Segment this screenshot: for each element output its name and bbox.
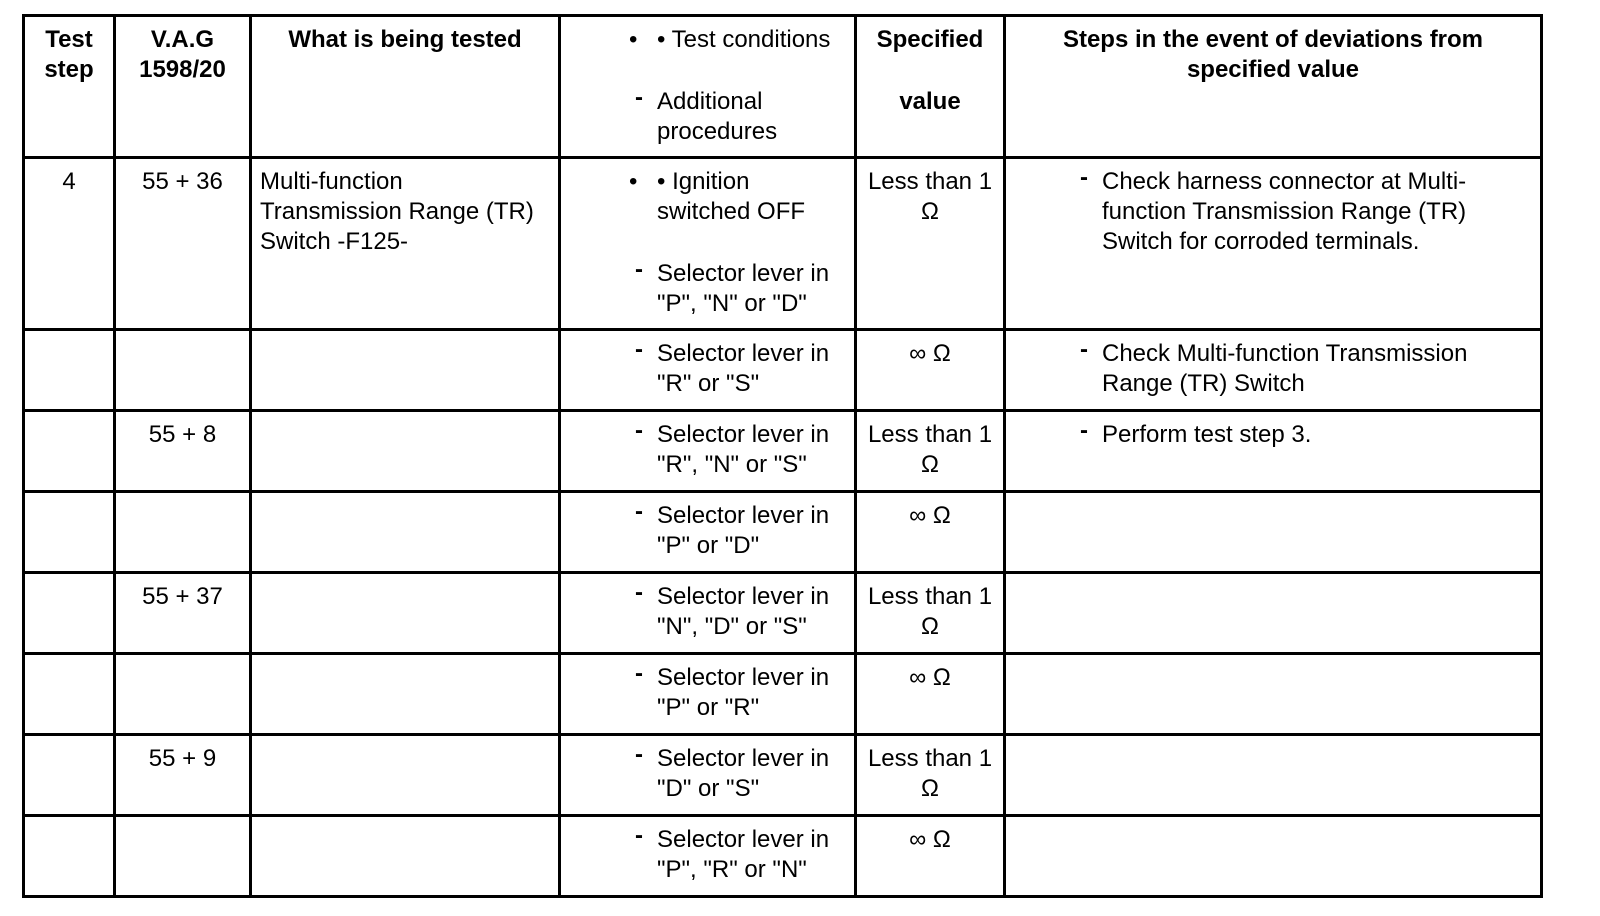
bullet-icon: • <box>629 26 638 53</box>
cond-dash: - Selector lever in "N", "D" or "S" <box>635 579 830 640</box>
dash-icon: - <box>1080 336 1088 363</box>
cell-step <box>24 411 115 492</box>
cond-bullet: • • Ignition switched OFF <box>629 168 806 225</box>
cell-vag: 55 + 8 <box>115 411 251 492</box>
cell-conditions <box>560 816 856 897</box>
cell-step <box>24 492 115 573</box>
cell-conditions <box>560 158 856 330</box>
cell-what <box>251 816 560 897</box>
dash-icon: - <box>635 741 643 768</box>
cell-spec: Less than 1 Ω <box>856 158 1005 330</box>
header-cond-dash: - Additional procedures <box>635 84 778 145</box>
test-procedure-table <box>22 14 1543 898</box>
table-row <box>24 816 1542 897</box>
cell-what <box>251 330 560 411</box>
cell-spec: ∞ Ω <box>856 816 1005 897</box>
dash-icon: - <box>635 256 643 283</box>
cell-vag <box>115 816 251 897</box>
header-specified <box>856 16 1005 158</box>
cell-dev <box>1005 735 1542 816</box>
cell-vag: 55 + 9 <box>115 735 251 816</box>
cell-vag <box>115 492 251 573</box>
cond-dash: - Selector lever in "P", "R" or "N" <box>635 822 830 883</box>
dash-icon: - <box>1080 164 1088 191</box>
dash-icon: - <box>1080 417 1088 444</box>
header-spec-line1: Specified <box>876 26 984 53</box>
table-row <box>24 654 1542 735</box>
cell-vag <box>115 654 251 735</box>
header-conditions <box>560 16 856 158</box>
cell-dev: - Perform test step 3. <box>1005 411 1542 492</box>
table-row <box>24 158 1542 330</box>
dash-icon: - <box>635 822 643 849</box>
cell-step: 4 <box>24 158 115 330</box>
cell-conditions <box>560 411 856 492</box>
cond-dash: - Selector lever in "P" or "R" <box>635 660 830 721</box>
cond-dash: - Selector lever in "P" or "D" <box>635 498 830 559</box>
cell-conditions <box>560 654 856 735</box>
cell-what <box>251 654 560 735</box>
table-row <box>24 492 1542 573</box>
cell-spec: Less than 1 Ω <box>856 411 1005 492</box>
dash-icon: - <box>635 84 643 111</box>
cell-step <box>24 573 115 654</box>
header-cond-bullet: • • Test conditions <box>629 26 831 53</box>
cell-dev <box>1005 573 1542 654</box>
cell-spec: Less than 1 Ω <box>856 573 1005 654</box>
table-header-row <box>24 16 1542 158</box>
cell-dev: - Check harness connector at Multi-function Transmission Range (TR) Switch for corroded terminals. <box>1005 158 1542 330</box>
cond-dash: - Selector lever in "R", "N" or "S" <box>635 417 830 478</box>
cell-conditions <box>560 492 856 573</box>
cell-step <box>24 816 115 897</box>
table-row <box>24 735 1542 816</box>
header-test-step: Test step <box>24 16 115 158</box>
cell-vag: 55 + 36 <box>115 158 251 330</box>
cell-step <box>24 330 115 411</box>
cell-spec: ∞ Ω <box>856 654 1005 735</box>
table-row <box>24 573 1542 654</box>
cell-what: Multi-function Transmission Range (TR) Switch -F125- <box>251 158 560 330</box>
cell-what <box>251 411 560 492</box>
dash-icon: - <box>635 579 643 606</box>
cell-what <box>251 573 560 654</box>
cell-conditions <box>560 573 856 654</box>
cond-dash: - Selector lever in "P", "N" or "D" <box>635 256 830 317</box>
bullet-icon: • <box>629 168 638 195</box>
header-spec-line2: value <box>899 88 961 115</box>
cell-step <box>24 654 115 735</box>
cell-dev: - Check Multi-function Transmission Range (TR) Switch <box>1005 330 1542 411</box>
dash-icon: - <box>635 417 643 444</box>
cell-vag: 55 + 37 <box>115 573 251 654</box>
cell-step <box>24 735 115 816</box>
cell-spec: ∞ Ω <box>856 330 1005 411</box>
cell-dev <box>1005 816 1542 897</box>
dash-icon: - <box>635 498 643 525</box>
header-vag: V.A.G 1598/20 <box>115 16 251 158</box>
dash-icon: - <box>635 336 643 363</box>
cell-what <box>251 492 560 573</box>
cell-vag <box>115 330 251 411</box>
cell-conditions <box>560 735 856 816</box>
cell-conditions <box>560 330 856 411</box>
table-row <box>24 330 1542 411</box>
cell-spec: ∞ Ω <box>856 492 1005 573</box>
cell-dev <box>1005 492 1542 573</box>
table-row <box>24 411 1542 492</box>
cond-dash: - Selector lever in "D" or "S" <box>635 741 830 802</box>
cell-what <box>251 735 560 816</box>
cond-dash: - Selector lever in "R" or "S" <box>635 336 830 397</box>
dash-icon: - <box>635 660 643 687</box>
header-steps: Steps in the event of deviations from specified value <box>1005 16 1542 158</box>
cell-dev <box>1005 654 1542 735</box>
cell-spec: Less than 1 Ω <box>856 735 1005 816</box>
header-what-tested: What is being tested <box>251 16 560 158</box>
